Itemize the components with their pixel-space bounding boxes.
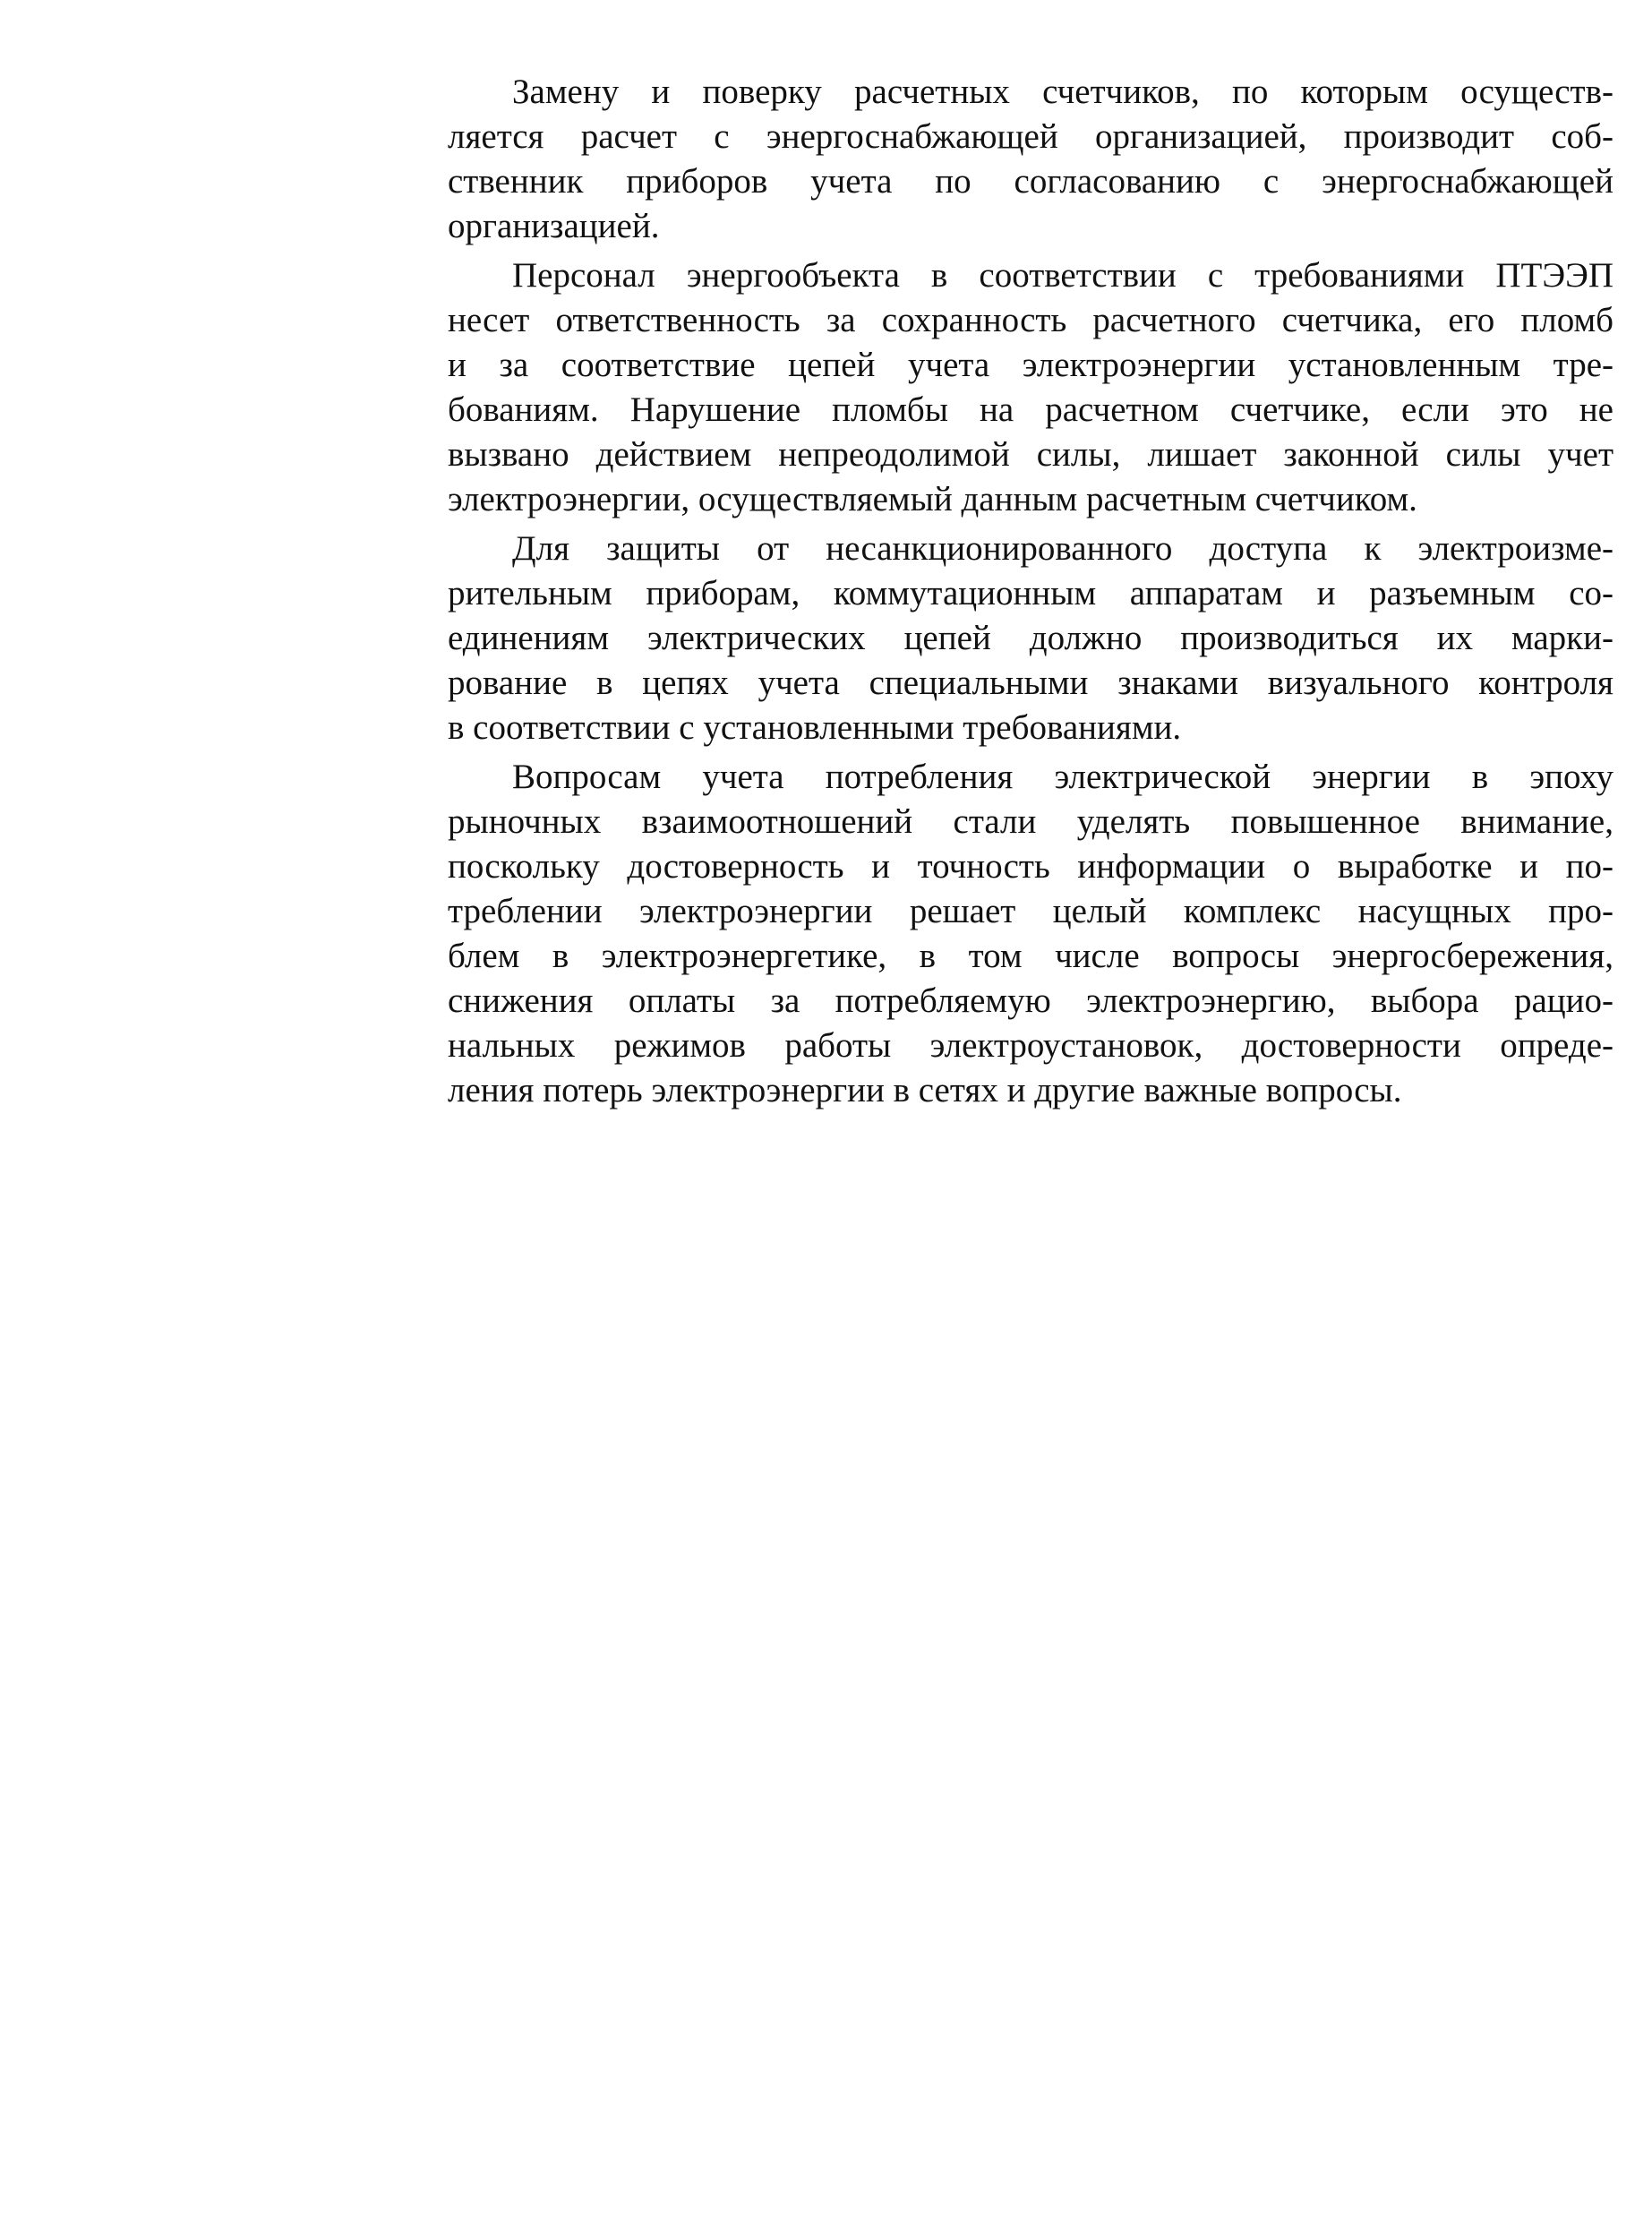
paragraph-unauthorized-access [448,527,1613,750]
text-line: электроэнергии, осуществляемый данным расчетным счетчиком. [448,480,1417,518]
paragraph-meter-replacement [448,70,1613,249]
text-line: блем в электроэнергетике, в том числе вопросы энергосбережения, [448,937,1613,975]
text-line: организацией. [448,207,660,245]
text-line: единениям электрических цепей должно производиться их марки- [448,619,1613,657]
paragraph-energy-accounting [448,755,1613,1113]
text-line: рование в цепях учета специальными знаками визуального контроля [448,664,1613,702]
text-line: рыночных взаимоотношений стали уделять повышенное внимание, [448,802,1613,841]
text-line: бованиям. Нарушение пломбы на расчетном счетчике, если это не [448,390,1613,429]
text-line: Для защиты от несанкционированного доступа к электроизме- [512,529,1613,568]
text-line: ственник приборов учета по согласованию с энергоснабжающей [448,162,1613,201]
text-line: нальных режимов работы электроустановок, достоверности опреде- [448,1026,1613,1065]
text-line: снижения оплаты за потребляемую электроэнергию, выбора рацио- [448,981,1613,1020]
text-line: и за соответствие цепей учета электроэнергии установленным тре- [448,346,1613,384]
text-line: поскольку достоверность и точность информации о выработке и по- [448,847,1613,886]
text-line: в соответствии с установленными требованиями. [448,708,1182,747]
text-line: несет ответственность за сохранность расчетного счетчика, его пломб [448,301,1613,339]
text-line: рительным приборам, коммутационным аппаратам и разъемным со- [448,574,1613,613]
text-line: Вопросам учета потребления электрической энергии в эпоху [512,758,1613,796]
text-line: треблении электроэнергии решает целый комплекс насущных про- [448,892,1613,930]
text-line: Персонал энергообъекта в соответствии с требованиями ПТЭЭП [512,256,1613,295]
text-line: ления потерь электроэнергии в сетях и другие важные вопросы. [448,1071,1402,1109]
text-line: Замену и поверку расчетных счетчиков, по которым осуществ- [512,73,1613,111]
text-line: ляется расчет с энергоснабжающей организацией, производит соб- [448,117,1613,156]
body-text [448,70,1613,1118]
paragraph-personnel-responsibility [448,253,1613,522]
text-line: вызвано действием непреодолимой силы, лишает законной силы учет [448,435,1613,474]
